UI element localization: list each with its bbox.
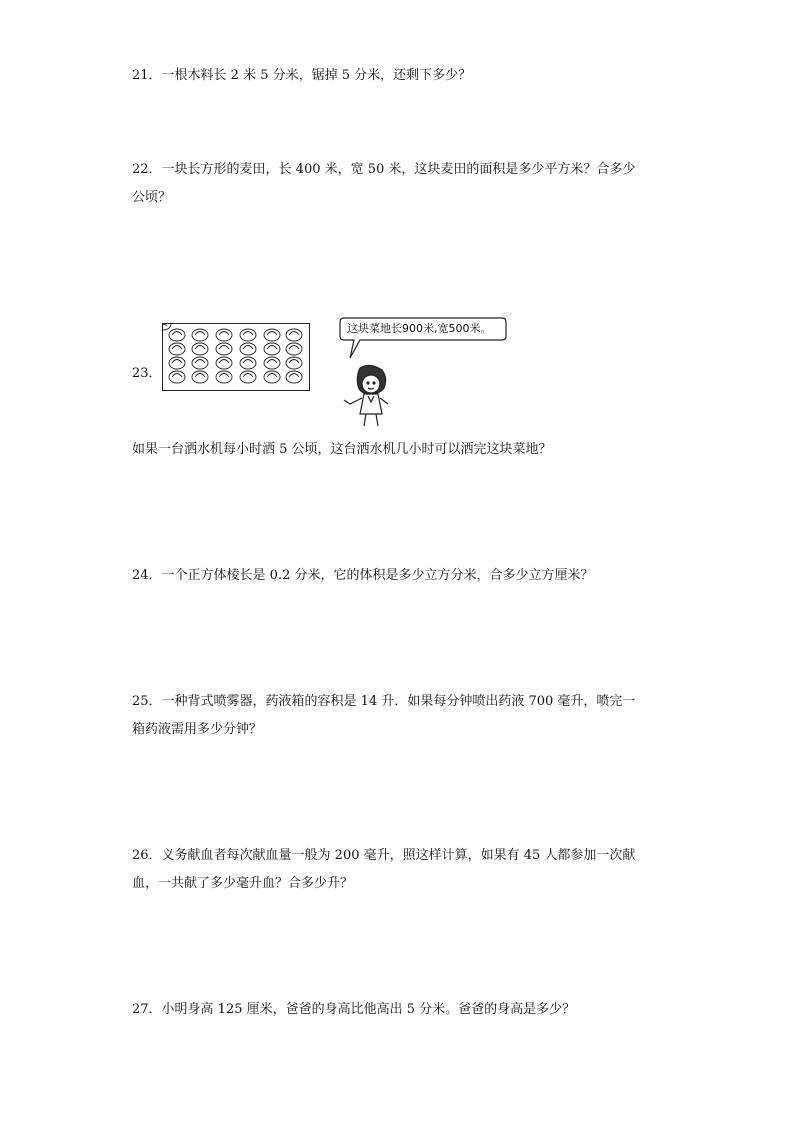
question-25-line2: 箱药液需用多少分钟？ bbox=[132, 722, 263, 737]
question-27 bbox=[132, 996, 662, 1024]
question-25-line1: 25．一种背式喷雾器，药液箱的容积是 14 升．如果每分钟喷出药液 700 毫升，喷完一 bbox=[132, 694, 636, 709]
question-21-text: 21．一根木料长 2 米 5 分米，锯掉 5 分米，还剩下多少？ bbox=[132, 68, 472, 83]
question-23 bbox=[132, 436, 662, 464]
question-24-text: 24．一个正方体棱长是 0.2 分米，它的体积是多少立方分米，合多少立方厘米？ bbox=[132, 568, 594, 583]
question-22 bbox=[132, 156, 662, 212]
question-22-line1: 22．一块长方形的麦田，长 400 米，宽 50 米，这块麦田的面积是多少平方米？合多少 bbox=[132, 162, 636, 177]
question-22-line2: 公顷？ bbox=[132, 190, 172, 205]
question-23-number: 23． bbox=[132, 366, 162, 381]
question-23-text: 如果一台洒水机每小时洒 5 公顷，这台洒水机几小时可以洒完这块菜地？ bbox=[132, 442, 552, 457]
question-24 bbox=[132, 562, 662, 590]
cabbage-rows-icon bbox=[163, 324, 308, 389]
question-26-line1: 26．义务献血者每次献血量一般为 200 毫升，照这样计算，如果有 45 人都参加一次献 bbox=[132, 848, 636, 863]
girl-figure-icon bbox=[338, 364, 398, 430]
question-26 bbox=[132, 842, 662, 898]
question-26-line2: 血，一共献了多少毫升血？合多少升？ bbox=[132, 876, 354, 891]
question-21 bbox=[132, 62, 662, 90]
vegetable-field-illustration bbox=[162, 323, 310, 391]
speech-bubble-text: 这块菜地长900米,宽500米。 bbox=[347, 322, 492, 335]
question-27-text: 27．小明身高 125 厘米，爸爸的身高比他高出 5 分米。爸爸的身高是多少？ bbox=[132, 1002, 576, 1017]
question-25 bbox=[132, 688, 662, 744]
